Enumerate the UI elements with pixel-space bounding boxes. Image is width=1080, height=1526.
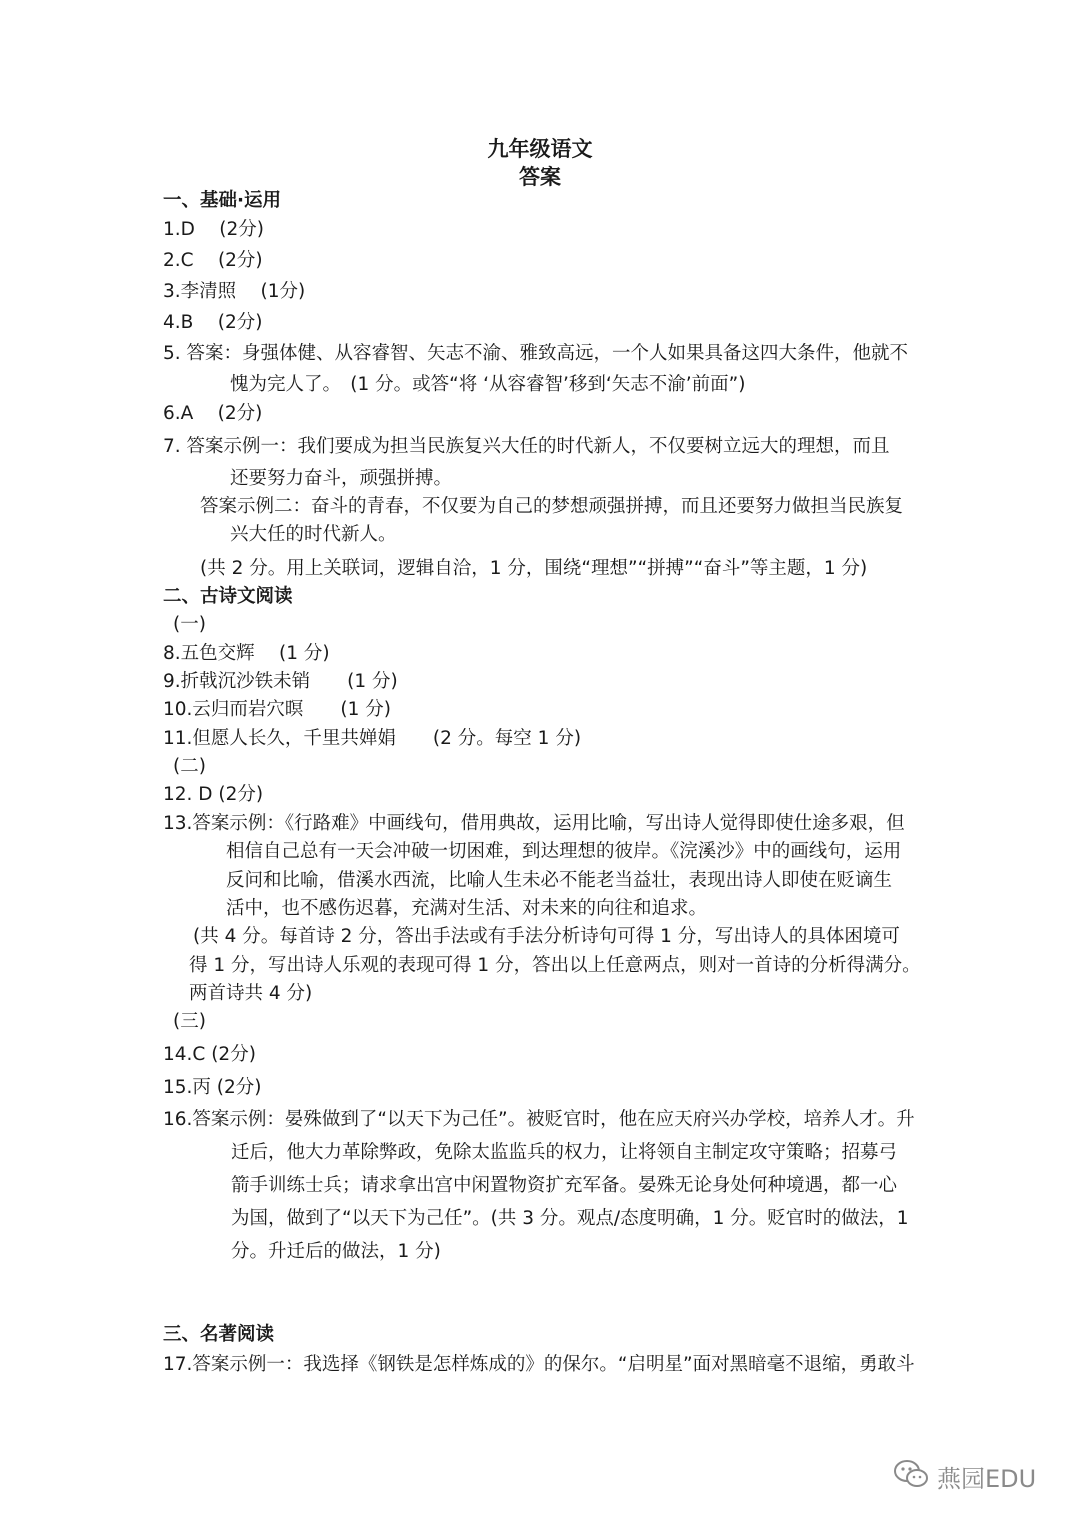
answer-line: 17.答案示例一：我选择《钢铁是怎样炼成的》的保尔。“启明星”面对黑暗毫不退缩，勇敢斗 — [163, 1354, 915, 1375]
answer-line: 相信自己总有一天会冲破一切困难，到达理想的彼岸。《浣溪沙》中的画线句，运用 — [226, 841, 902, 862]
answer-line: 反问和比喻，借溪水西流，比喻人生未必不能老当益壮，表现出诗人即使在贬谪生 — [226, 870, 893, 891]
watermark — [893, 1454, 1053, 1498]
answer-line: 还要努力奋斗，顽强拼搏。 — [230, 468, 453, 489]
answer-line: 答案示例二：奋斗的青春，不仅要为自己的梦想顽强拼搏，而且还要努力做担当民族复 — [200, 496, 904, 517]
answer-line: 迁后，他大力革除弊政，免除太监监兵的权力，让将领自主制定攻守策略；招募弓 — [231, 1142, 898, 1163]
answer-line: 两首诗共 4 分) — [189, 983, 313, 1004]
answer-line: (共 4 分。每首诗 2 分，答出手法或有手法分析诗句可得 1 分，写出诗人的具体困境可 — [193, 926, 900, 947]
watermark-text: 燕园EDU — [937, 1464, 1037, 1493]
answer-line: 10.云归而岩穴暝 (1 分) — [163, 699, 392, 720]
answer-line: 13.答案示例：《行路难》中画线句，借用典故，运用比喻，写出诗人觉得即使仕途多艰，但 — [163, 813, 905, 834]
answer-line: 兴大任的时代新人。 — [230, 524, 397, 545]
answer-line: 11.但愿人长久，千里共婵娟 (2 分。每空 1 分) — [163, 728, 582, 749]
answer-line: 4.B (2分) — [163, 312, 263, 333]
answer-line: 5. 答案：身强体健、从容睿智、矢志不渝、雅致高远，一个人如果具备这四大条件，他就不 — [163, 343, 909, 364]
section-heading: 二、古诗文阅读 — [163, 586, 293, 607]
answer-line: 分。升迁后的做法，1 分) — [231, 1241, 441, 1262]
answer-line: 3.李清照 (1分) — [163, 281, 306, 302]
wechat-icon — [893, 1459, 929, 1493]
answer-line: 7. 答案示例一：我们要成为担当民族复兴大任的时代新人，不仅要树立远大的理想，而且 — [163, 436, 890, 457]
section-heading: 一、基础·运用 — [163, 190, 282, 211]
answer-line: 为国，做到了“以天下为己任”。(共 3 分。观点/态度明确，1 分。贬官时的做法，1 — [231, 1208, 909, 1229]
answer-line: 9.折戟沉沙铁未销 (1 分) — [163, 671, 398, 692]
document-subtitle: 答案 — [519, 165, 561, 189]
answer-line: 14.C (2分) — [163, 1044, 256, 1065]
subsection-heading: (一) — [173, 614, 206, 635]
answer-line: 15.丙 (2分) — [163, 1077, 262, 1098]
answer-line: 箭手训练士兵；请求拿出宫中闲置物资扩充军备。晏殊无论身处何种境遇，都一心 — [231, 1175, 898, 1196]
answer-line: 1.D (2分) — [163, 219, 264, 240]
subsection-heading: (三) — [173, 1011, 206, 1032]
document-title: 九年级语文 — [487, 137, 593, 161]
answer-line: (共 2 分。用上关联词，逻辑自洽，1 分，围绕“理想”“拼搏”“奋斗”等主题，1 分) — [200, 558, 868, 579]
section-heading: 三、名著阅读 — [163, 1324, 275, 1345]
answer-line: 8.五色交辉 (1 分) — [163, 643, 330, 664]
answer-line: 得 1 分，写出诗人乐观的表现可得 1 分，答出以上任意两点，则对一首诗的分析得满分。 — [189, 955, 921, 976]
answer-line: 活中，也不感伤迟暮，充满对生活、对未来的向往和追求。 — [226, 898, 708, 919]
answer-line: 愧为完人了。 (1 分。或答“将 ‘从容睿智’移到‘矢志不渝’前面”) — [230, 374, 746, 395]
subsection-heading: (二) — [173, 756, 206, 777]
answer-line: 2.C (2分) — [163, 250, 263, 271]
answer-line: 12. D (2分) — [163, 784, 264, 805]
answer-line: 6.A (2分) — [163, 403, 263, 424]
answer-line: 16.答案示例：晏殊做到了“以天下为己任”。被贬官时，他在应天府兴办学校，培养人才。升 — [163, 1109, 915, 1130]
